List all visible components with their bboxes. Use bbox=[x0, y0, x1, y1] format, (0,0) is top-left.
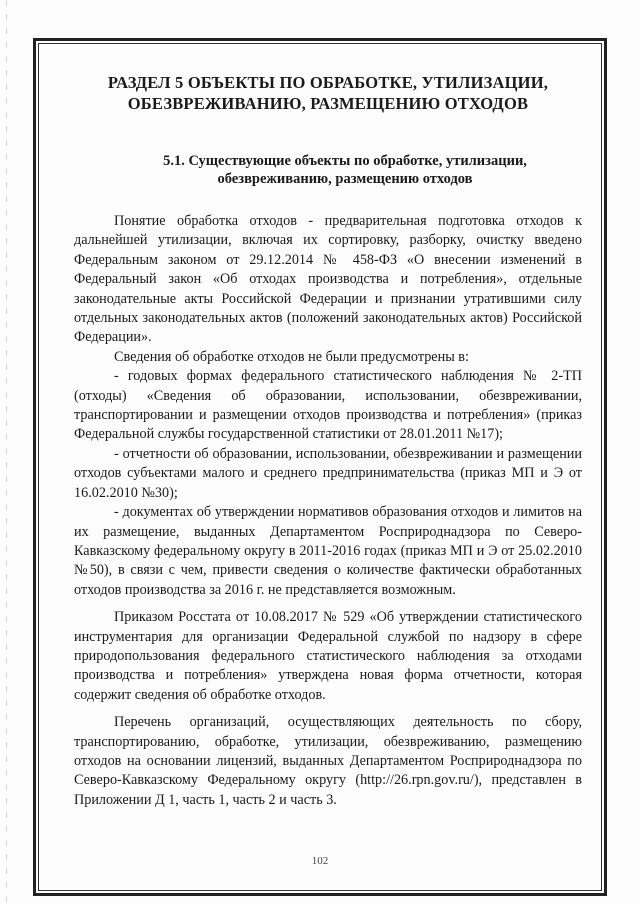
paragraph-organizations-list: Перечень организаций, осуществляющих деятельность по сбору, транспортированию, обработке, утилизации, обезвреживанию, размещению отходов на основании лицензий, выданных Департаментом Росприроднадзора по Северо-Кавказскому Федеральному округу (http://26.rpn.gov.ru/), представлен в Приложении Д 1, часть 1, часть 2 и часть 3. bbox=[74, 714, 582, 808]
subsection-title-line: 5.1. Существующие объекты по обработке, утилизации, bbox=[163, 153, 527, 169]
paragraph-not-provided: Сведения об обработке отходов не были предусмотрены в: bbox=[114, 348, 469, 365]
subsection-title-line: обезвреживанию, размещению отходов bbox=[217, 171, 473, 187]
section-title bbox=[74, 72, 582, 114]
section-title-line: ОБЕЗВРЕЖИВАНИЮ, РАЗМЕЩЕНИЮ ОТХОДОВ bbox=[127, 94, 529, 113]
list-item-sme-reporting: - отчетности об образовании, использовании, обезвреживании и размещении отходов субъектами малого и среднего предпринимательства (приказ МП и Э от 16.02.2010 №30); bbox=[74, 445, 582, 501]
list-item-annual-forms: - годовых формах федерального статистического наблюдения № 2-ТП (отходы) «Сведения об образовании, использовании, обезвреживании, транспортировании и размещении отходов производства и потребления» (приказ Федеральной службы государственной статистики от 28.01.2011 №17); bbox=[74, 368, 582, 443]
body-text bbox=[74, 212, 582, 810]
paragraph-definition: Понятие обработка отходов - предварительная подготовка отходов к дальнейшей утилизации, включая их сортировку, разборку, очистку введено Федеральным законом от 29.12.2014 № 458-ФЗ «О внесении изменений в Федеральный закон «Об отходах производства и потребления», отдельные законодательные акты Российской Федерации и признании утратившими силу отдельных законодательных актов (положений законодательных актов) Российской Федерации». bbox=[74, 213, 582, 346]
list-item-norms-documents: - документах об утверждении нормативов образования отходов и лимитов на их размещение, выданных Департаментом Росприроднадзора по Северо-Кавказскому федеральному округу в 2011-2016 годах (приказ МП и Э от 25.02.2010 №50), в связи с чем, привести сведения о количестве фактически обработанных отходов производства за 2016 г. не представляется возможным. bbox=[74, 504, 582, 598]
subsection-title bbox=[74, 152, 582, 188]
paragraph-rosstat-order: Приказом Росстата от 10.08.2017 № 529 «Об утверждении статистического инструментария для организации Федеральной службой по надзору в сфере природопользования федерального статистического наблюдения за отходами производства и потребления» утверждена новая форма отчетности, которая содержит сведения об обработке отходов. bbox=[74, 609, 582, 703]
scan-edge-marks bbox=[6, 0, 7, 905]
section-title-line: РАЗДЕЛ 5 ОБЪЕКТЫ ПО ОБРАБОТКЕ, УТИЛИЗАЦИИ, bbox=[107, 73, 549, 92]
page-number: 102 bbox=[311, 855, 329, 867]
page-content bbox=[74, 72, 582, 810]
